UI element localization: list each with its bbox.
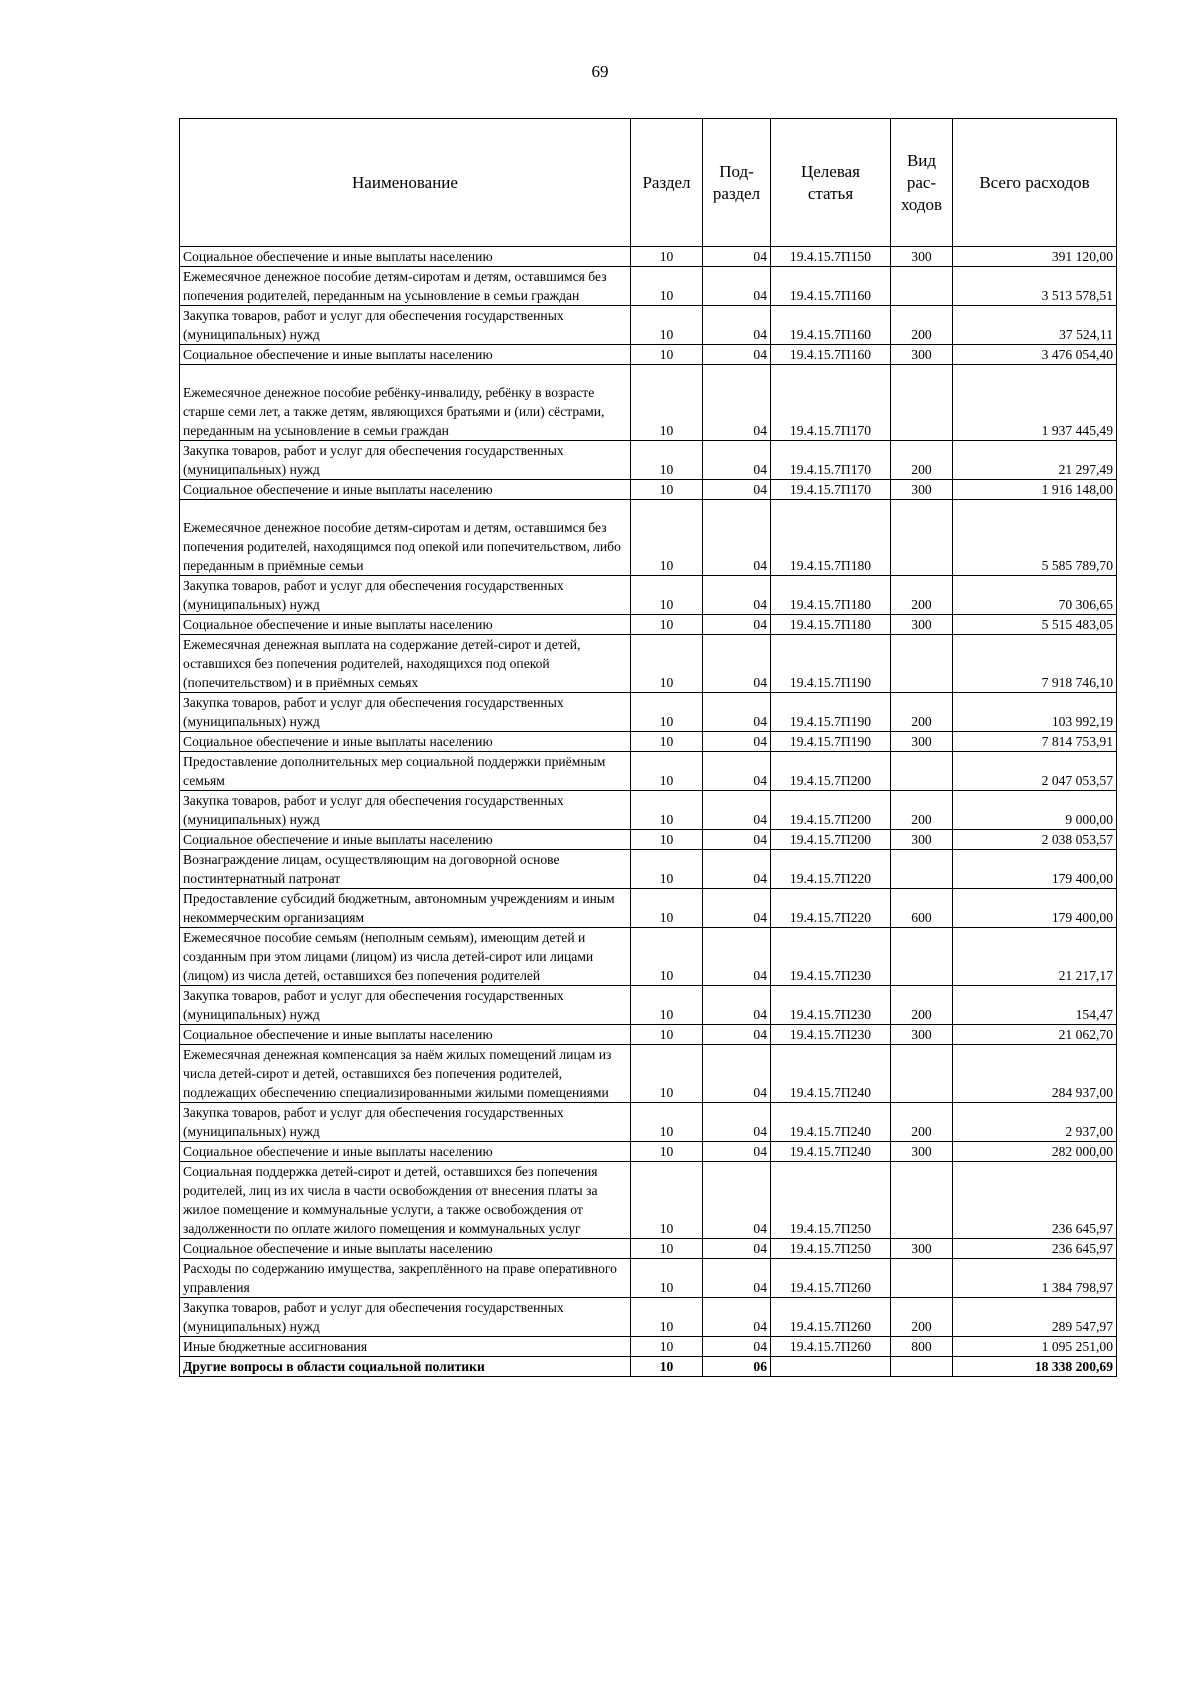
- table-row: [180, 345, 1117, 365]
- row-subsection: 06: [703, 1357, 771, 1377]
- row-section: 10: [631, 500, 703, 576]
- row-target: 19.4.15.7П150: [771, 247, 891, 267]
- row-target: 19.4.15.7П190: [771, 635, 891, 693]
- row-section: 10: [631, 1142, 703, 1162]
- table-row: [180, 752, 1117, 791]
- row-subsection: 04: [703, 500, 771, 576]
- row-total: 37 524,11: [953, 306, 1117, 345]
- row-target: [771, 1357, 891, 1377]
- table-row: [180, 830, 1117, 850]
- row-name: Расходы по содержанию имущества, закреплённого на праве оперативного управления: [180, 1259, 631, 1298]
- row-expense-type: [891, 500, 953, 576]
- row-name: Вознаграждение лицам, осуществляющим на договорной основе постинтернатный патронат: [180, 850, 631, 889]
- row-expense-type: 300: [891, 830, 953, 850]
- row-expense-type: 200: [891, 791, 953, 830]
- page-number: 69: [591, 62, 609, 81]
- row-total: 7 918 746,10: [953, 635, 1117, 693]
- row-total: 7 814 753,91: [953, 732, 1117, 752]
- table-row: [180, 615, 1117, 635]
- row-total: 179 400,00: [953, 850, 1117, 889]
- row-total: 154,47: [953, 986, 1117, 1025]
- row-name: Закупка товаров, работ и услуг для обеспечения государственных (муниципальных) нужд: [180, 1298, 631, 1337]
- row-target: 19.4.15.7П230: [771, 986, 891, 1025]
- row-target: 19.4.15.7П160: [771, 306, 891, 345]
- row-target: 19.4.15.7П240: [771, 1045, 891, 1103]
- row-target: 19.4.15.7П180: [771, 500, 891, 576]
- budget-table: [179, 118, 1117, 1377]
- row-name: Другие вопросы в области социальной политики: [180, 1357, 631, 1377]
- row-expense-type: [891, 635, 953, 693]
- row-total: 21 062,70: [953, 1025, 1117, 1045]
- row-section: 10: [631, 1025, 703, 1045]
- header-target: Целевая статья: [771, 119, 891, 247]
- row-target: 19.4.15.7П190: [771, 732, 891, 752]
- row-expense-type: 200: [891, 693, 953, 732]
- row-expense-type: [891, 365, 953, 441]
- table-row: [180, 791, 1117, 830]
- row-subsection: 04: [703, 850, 771, 889]
- table-row: [180, 365, 1117, 441]
- row-expense-type: 300: [891, 1025, 953, 1045]
- row-total: 236 645,97: [953, 1239, 1117, 1259]
- row-expense-type: 300: [891, 247, 953, 267]
- row-expense-type: 200: [891, 306, 953, 345]
- row-name: Социальное обеспечение и иные выплаты населению: [180, 615, 631, 635]
- row-subsection: 04: [703, 345, 771, 365]
- row-name: Закупка товаров, работ и услуг для обеспечения государственных (муниципальных) нужд: [180, 791, 631, 830]
- row-section: 10: [631, 1298, 703, 1337]
- row-expense-type: 800: [891, 1337, 953, 1357]
- table-row: [180, 480, 1117, 500]
- table-row: [180, 1259, 1117, 1298]
- row-target: 19.4.15.7П170: [771, 365, 891, 441]
- row-section: 10: [631, 576, 703, 615]
- table-row: [180, 1337, 1117, 1357]
- table-row: [180, 1357, 1117, 1377]
- header-total: Всего расходов: [953, 119, 1117, 247]
- row-target: 19.4.15.7П240: [771, 1142, 891, 1162]
- row-name: Ежемесячная денежная компенсация за наём жилых помещений лицам из числа детей-сирот и детей, оставшихся без попечения родителей, подлежащих обеспечению специализированными жилыми помещениями: [180, 1045, 631, 1103]
- row-section: 10: [631, 986, 703, 1025]
- row-expense-type: 300: [891, 615, 953, 635]
- row-subsection: 04: [703, 1142, 771, 1162]
- row-subsection: 04: [703, 830, 771, 850]
- table-row: [180, 635, 1117, 693]
- row-name: Закупка товаров, работ и услуг для обеспечения государственных (муниципальных) нужд: [180, 306, 631, 345]
- row-section: 10: [631, 693, 703, 732]
- table-row: [180, 267, 1117, 306]
- table-row: [180, 1045, 1117, 1103]
- row-expense-type: [891, 267, 953, 306]
- row-subsection: 04: [703, 1045, 771, 1103]
- row-total: 179 400,00: [953, 889, 1117, 928]
- row-section: 10: [631, 480, 703, 500]
- table-row: [180, 889, 1117, 928]
- row-subsection: 04: [703, 576, 771, 615]
- table-row: [180, 306, 1117, 345]
- row-section: 10: [631, 928, 703, 986]
- table-row: [180, 441, 1117, 480]
- row-expense-type: 200: [891, 576, 953, 615]
- row-target: 19.4.15.7П220: [771, 850, 891, 889]
- row-total: 1 095 251,00: [953, 1337, 1117, 1357]
- row-section: 10: [631, 635, 703, 693]
- row-target: 19.4.15.7П200: [771, 830, 891, 850]
- row-name: Социальное обеспечение и иные выплаты населению: [180, 1239, 631, 1259]
- row-name: Ежемесячное денежное пособие ребёнку-инвалиду, ребёнку в возрасте старше семи лет, а также детям, являющихся братьями и (или) сёстрами, переданным на усыновление в семьи граждан: [180, 365, 631, 441]
- row-section: 10: [631, 267, 703, 306]
- row-expense-type: [891, 1357, 953, 1377]
- row-subsection: 04: [703, 365, 771, 441]
- row-name: Закупка товаров, работ и услуг для обеспечения государственных (муниципальных) нужд: [180, 576, 631, 615]
- table-header-row: [180, 119, 1117, 247]
- row-subsection: 04: [703, 1103, 771, 1142]
- row-total: 3 476 054,40: [953, 345, 1117, 365]
- row-subsection: 04: [703, 732, 771, 752]
- row-subsection: 04: [703, 615, 771, 635]
- row-total: 18 338 200,69: [953, 1357, 1117, 1377]
- row-name: Ежемесячное пособие семьям (неполным семьям), имеющим детей и созданным при этом лицами (лицом) из числа детей-сирот или лицами (лицом) из числа детей, оставшихся без попечения родителей: [180, 928, 631, 986]
- table-row: [180, 928, 1117, 986]
- row-name: Закупка товаров, работ и услуг для обеспечения государственных (муниципальных) нужд: [180, 693, 631, 732]
- row-total: 5 585 789,70: [953, 500, 1117, 576]
- row-expense-type: 300: [891, 345, 953, 365]
- row-target: 19.4.15.7П220: [771, 889, 891, 928]
- row-target: 19.4.15.7П260: [771, 1259, 891, 1298]
- row-section: 10: [631, 345, 703, 365]
- row-subsection: 04: [703, 752, 771, 791]
- row-subsection: 04: [703, 1337, 771, 1357]
- row-expense-type: 300: [891, 1239, 953, 1259]
- row-total: 9 000,00: [953, 791, 1117, 830]
- row-target: 19.4.15.7П180: [771, 615, 891, 635]
- row-target: 19.4.15.7П170: [771, 441, 891, 480]
- row-subsection: 04: [703, 635, 771, 693]
- header-subsection: Под- раздел: [703, 119, 771, 247]
- row-target: 19.4.15.7П260: [771, 1337, 891, 1357]
- row-total: 2 047 053,57: [953, 752, 1117, 791]
- table-row: [180, 576, 1117, 615]
- header-section: Раздел: [631, 119, 703, 247]
- row-section: 10: [631, 791, 703, 830]
- row-subsection: 04: [703, 247, 771, 267]
- row-section: 10: [631, 752, 703, 791]
- row-name: Предоставление субсидий бюджетным, автономным учреждениям и иным некоммерческим организациям: [180, 889, 631, 928]
- row-subsection: 04: [703, 986, 771, 1025]
- row-total: 282 000,00: [953, 1142, 1117, 1162]
- row-target: 19.4.15.7П230: [771, 1025, 891, 1045]
- row-total: 289 547,97: [953, 1298, 1117, 1337]
- row-total: 70 306,65: [953, 576, 1117, 615]
- row-subsection: 04: [703, 1162, 771, 1239]
- row-section: 10: [631, 889, 703, 928]
- row-target: 19.4.15.7П160: [771, 267, 891, 306]
- row-total: 103 992,19: [953, 693, 1117, 732]
- row-subsection: 04: [703, 1239, 771, 1259]
- table-row: [180, 1103, 1117, 1142]
- row-expense-type: [891, 752, 953, 791]
- row-target: 19.4.15.7П250: [771, 1162, 891, 1239]
- table-row: [180, 1142, 1117, 1162]
- row-expense-type: 300: [891, 480, 953, 500]
- row-name: Иные бюджетные ассигнования: [180, 1337, 631, 1357]
- row-subsection: 04: [703, 791, 771, 830]
- row-target: 19.4.15.7П200: [771, 752, 891, 791]
- row-expense-type: [891, 1162, 953, 1239]
- row-target: 19.4.15.7П250: [771, 1239, 891, 1259]
- row-total: 284 937,00: [953, 1045, 1117, 1103]
- row-name: Социальное обеспечение и иные выплаты населению: [180, 830, 631, 850]
- row-expense-type: 200: [891, 986, 953, 1025]
- row-subsection: 04: [703, 1298, 771, 1337]
- row-expense-type: 300: [891, 1142, 953, 1162]
- row-section: 10: [631, 1357, 703, 1377]
- row-total: 391 120,00: [953, 247, 1117, 267]
- row-subsection: 04: [703, 1025, 771, 1045]
- header-name: Наименование: [180, 119, 631, 247]
- row-subsection: 04: [703, 306, 771, 345]
- row-expense-type: [891, 850, 953, 889]
- row-section: 10: [631, 732, 703, 752]
- row-section: 10: [631, 1259, 703, 1298]
- row-section: 10: [631, 1045, 703, 1103]
- table-row: [180, 1239, 1117, 1259]
- row-subsection: 04: [703, 693, 771, 732]
- row-expense-type: 600: [891, 889, 953, 928]
- row-name: Закупка товаров, работ и услуг для обеспечения государственных (муниципальных) нужд: [180, 441, 631, 480]
- row-name: Закупка товаров, работ и услуг для обеспечения государственных (муниципальных) нужд: [180, 1103, 631, 1142]
- table-row: [180, 1025, 1117, 1045]
- table-row: [180, 1298, 1117, 1337]
- row-target: 19.4.15.7П180: [771, 576, 891, 615]
- row-name: Ежемесячное денежное пособие детям-сиротам и детям, оставшимся без попечения родителей, находящимся под опекой или попечительством, либо переданным в приёмные семьи: [180, 500, 631, 576]
- row-name: Ежемесячное денежное пособие детям-сиротам и детям, оставшимся без попечения родителей, переданным на усыновление в семьи граждан: [180, 267, 631, 306]
- row-target: 19.4.15.7П170: [771, 480, 891, 500]
- table-row: [180, 850, 1117, 889]
- row-expense-type: [891, 928, 953, 986]
- row-total: 3 513 578,51: [953, 267, 1117, 306]
- row-total: 1 937 445,49: [953, 365, 1117, 441]
- row-expense-type: 200: [891, 1103, 953, 1142]
- row-section: 10: [631, 1162, 703, 1239]
- table-row: [180, 1162, 1117, 1239]
- row-total: 2 937,00: [953, 1103, 1117, 1142]
- row-name: Социальное обеспечение и иные выплаты населению: [180, 1142, 631, 1162]
- row-expense-type: 200: [891, 1298, 953, 1337]
- header-expense-type: Вид рас- ходов: [891, 119, 953, 247]
- row-total: 5 515 483,05: [953, 615, 1117, 635]
- row-subsection: 04: [703, 441, 771, 480]
- row-total: 21 217,17: [953, 928, 1117, 986]
- row-section: 10: [631, 850, 703, 889]
- row-name: Социальное обеспечение и иные выплаты населению: [180, 480, 631, 500]
- row-section: 10: [631, 365, 703, 441]
- row-name: Предоставление дополнительных мер социальной поддержки приёмным семьям: [180, 752, 631, 791]
- row-name: Социальное обеспечение и иные выплаты населению: [180, 345, 631, 365]
- table-body: [180, 247, 1117, 1377]
- row-subsection: 04: [703, 1259, 771, 1298]
- row-subsection: 04: [703, 480, 771, 500]
- row-section: 10: [631, 441, 703, 480]
- row-section: 10: [631, 247, 703, 267]
- row-total: 236 645,97: [953, 1162, 1117, 1239]
- row-total: 1 384 798,97: [953, 1259, 1117, 1298]
- row-target: 19.4.15.7П190: [771, 693, 891, 732]
- row-section: 10: [631, 1103, 703, 1142]
- row-name: Социальное обеспечение и иные выплаты населению: [180, 247, 631, 267]
- row-target: 19.4.15.7П240: [771, 1103, 891, 1142]
- row-expense-type: 300: [891, 732, 953, 752]
- row-name: Ежемесячная денежная выплата на содержание детей-сирот и детей, оставшихся без попечения родителей, находящихся под опекой (попечительством) и в приёмных семьях: [180, 635, 631, 693]
- row-subsection: 04: [703, 889, 771, 928]
- row-section: 10: [631, 615, 703, 635]
- row-subsection: 04: [703, 267, 771, 306]
- row-name: Социальное обеспечение и иные выплаты населению: [180, 732, 631, 752]
- table-row: [180, 732, 1117, 752]
- row-total: 1 916 148,00: [953, 480, 1117, 500]
- row-expense-type: [891, 1045, 953, 1103]
- row-expense-type: 200: [891, 441, 953, 480]
- row-name: Закупка товаров, работ и услуг для обеспечения государственных (муниципальных) нужд: [180, 986, 631, 1025]
- row-name: Социальная поддержка детей-сирот и детей, оставшихся без попечения родителей, лиц из их числа в части освобождения от внесения платы за жилое помещение и коммунальные услуги, а также освобождения от задолженности по оплате жилого помещения и коммунальных услуг: [180, 1162, 631, 1239]
- row-target: 19.4.15.7П260: [771, 1298, 891, 1337]
- row-total: 2 038 053,57: [953, 830, 1117, 850]
- row-target: 19.4.15.7П160: [771, 345, 891, 365]
- row-target: 19.4.15.7П200: [771, 791, 891, 830]
- row-expense-type: [891, 1259, 953, 1298]
- row-name: Социальное обеспечение и иные выплаты населению: [180, 1025, 631, 1045]
- row-section: 10: [631, 1337, 703, 1357]
- row-target: 19.4.15.7П230: [771, 928, 891, 986]
- row-section: 10: [631, 306, 703, 345]
- table-row: [180, 247, 1117, 267]
- table-row: [180, 986, 1117, 1025]
- row-section: 10: [631, 1239, 703, 1259]
- table-row: [180, 500, 1117, 576]
- row-subsection: 04: [703, 928, 771, 986]
- table-row: [180, 693, 1117, 732]
- row-section: 10: [631, 830, 703, 850]
- row-total: 21 297,49: [953, 441, 1117, 480]
